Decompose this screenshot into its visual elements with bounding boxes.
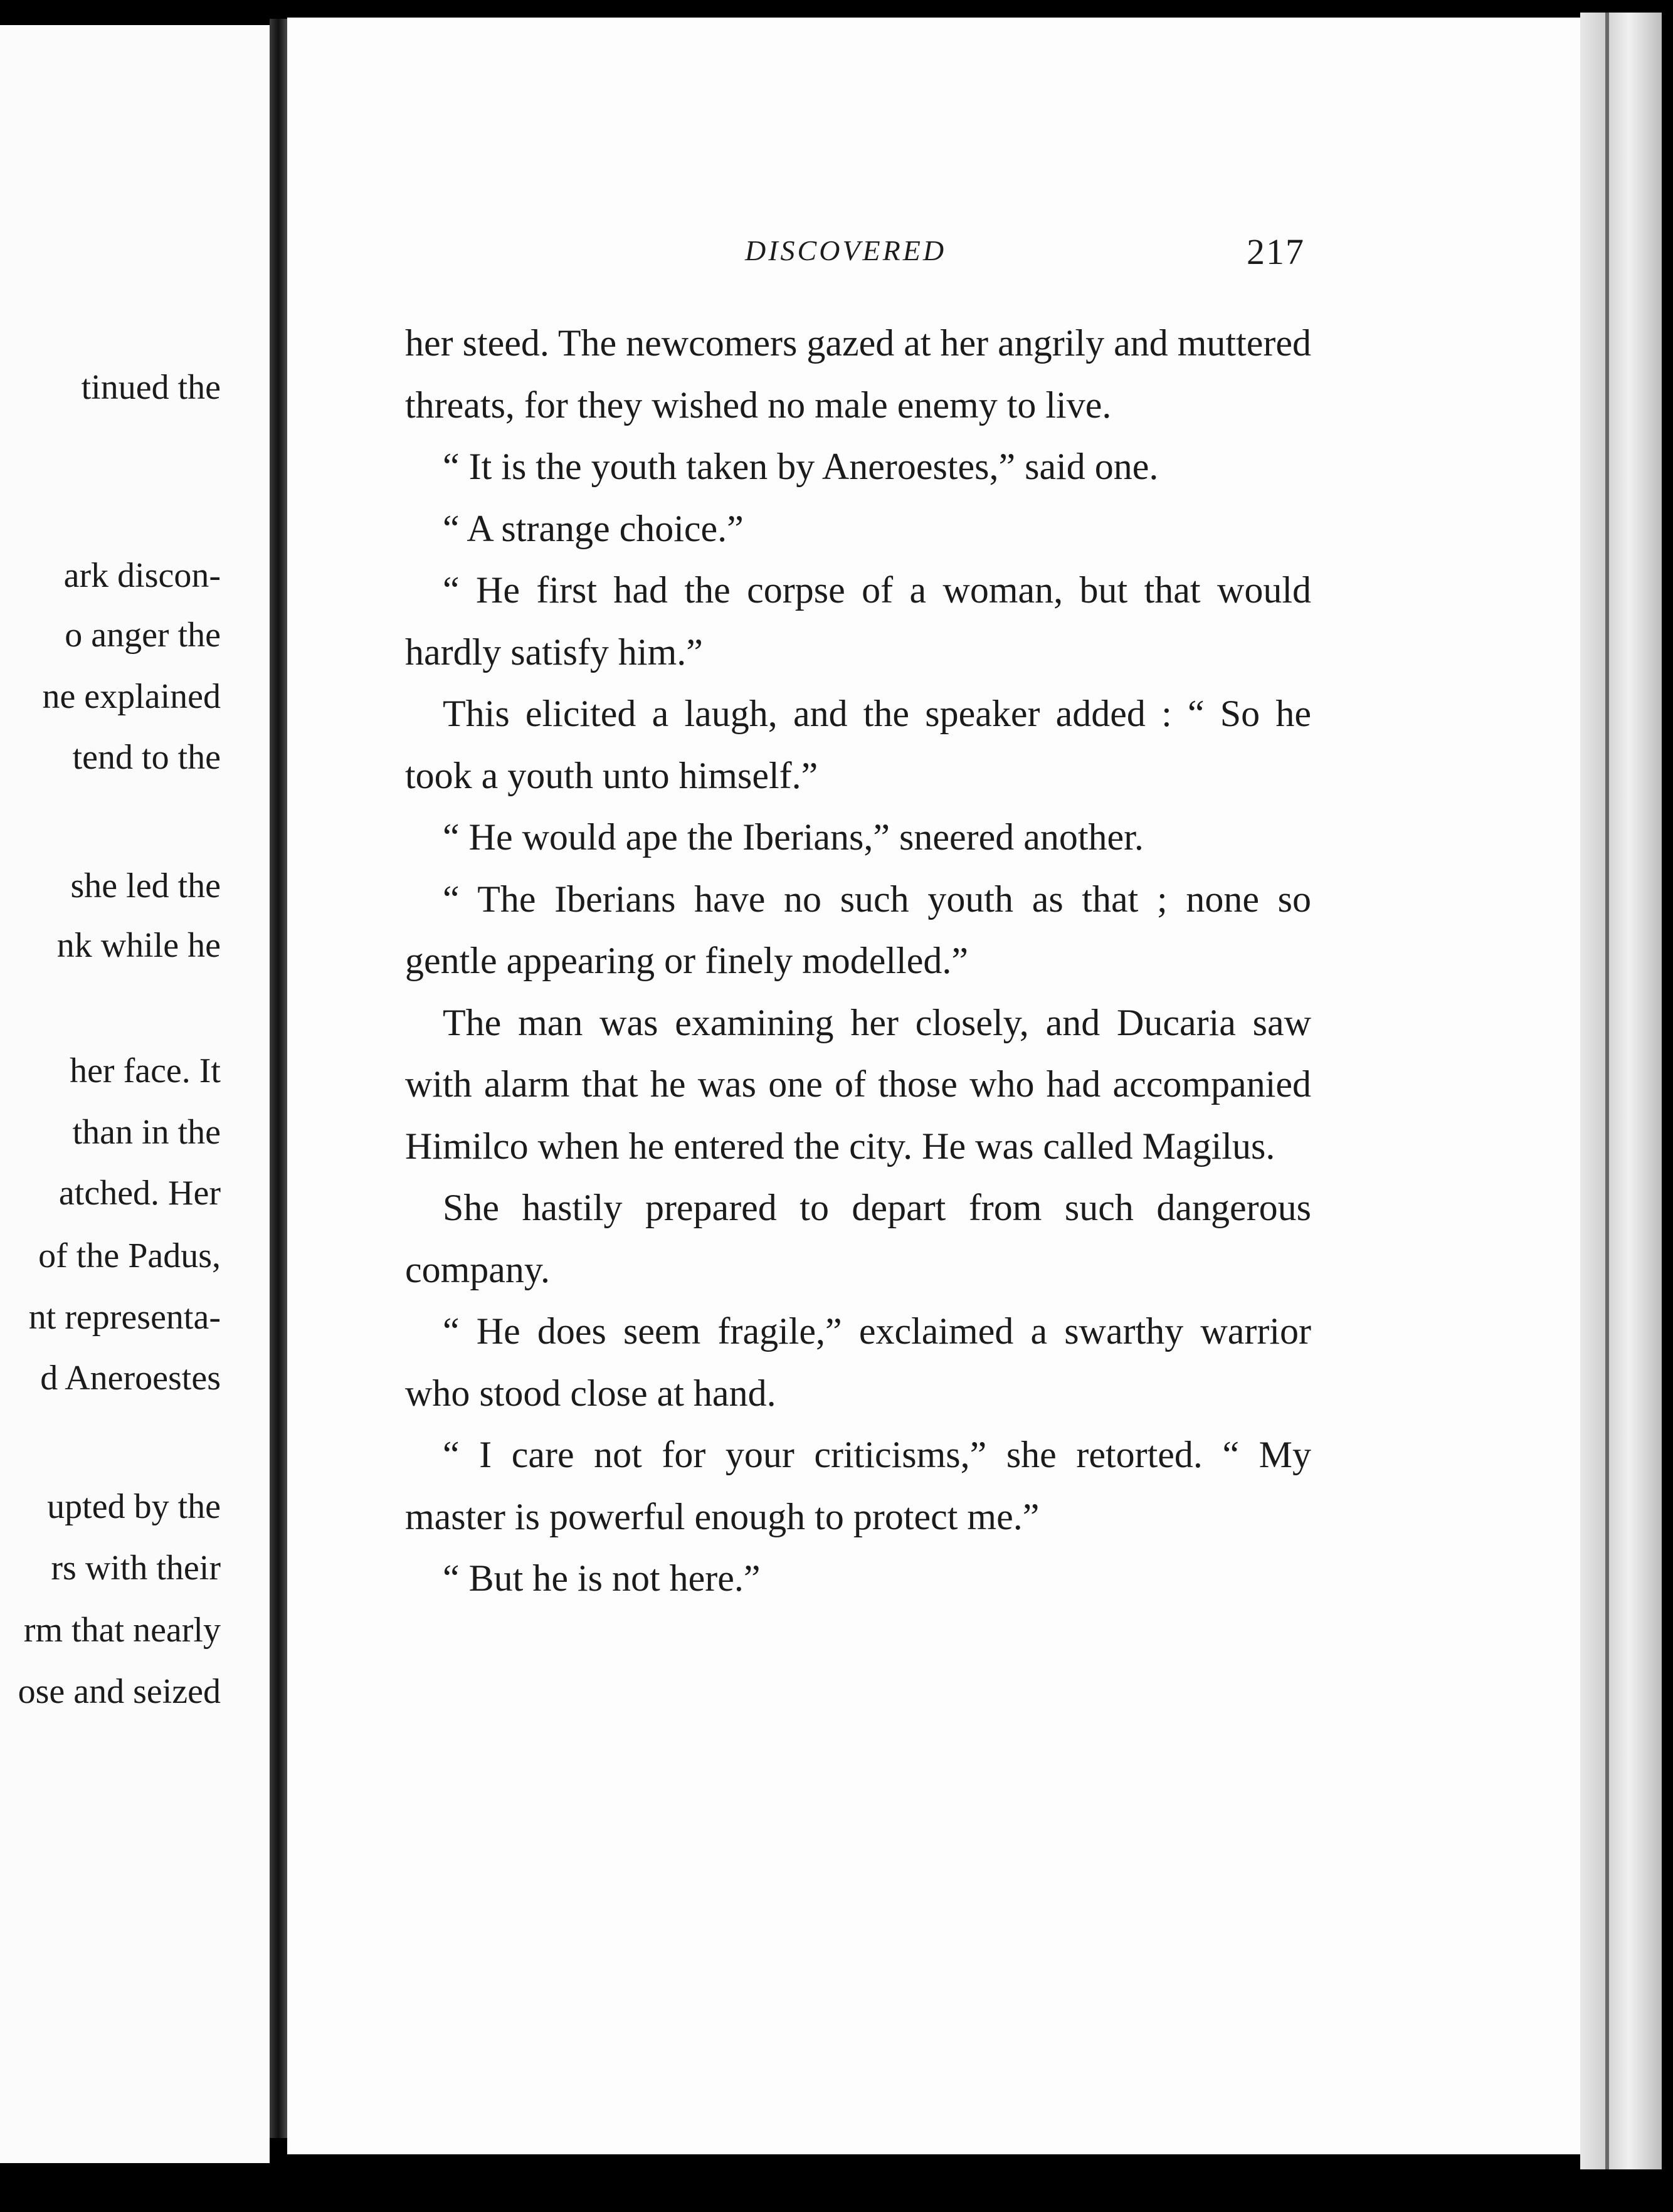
- previous-page-line: of the Padus,: [38, 1236, 221, 1275]
- previous-page-line: upted by the: [47, 1487, 221, 1526]
- paragraph: “ A strange choice.”: [443, 507, 744, 549]
- previous-page-line: tend to the: [72, 738, 221, 777]
- running-title: DISCOVERED: [745, 234, 947, 266]
- previous-page-line: nk while he: [56, 926, 221, 965]
- paragraph: “ But he is not here.”: [443, 1557, 761, 1599]
- previous-page-line: ose and seized: [18, 1672, 221, 1711]
- paragraph: “ I care not for your criticisms,” she retorted. “ My master is powerful enough to protect me.”: [405, 1434, 1311, 1537]
- paragraph: She hastily prepared to depart from such dangerous company.: [405, 1187, 1311, 1290]
- paragraph: “ It is the youth taken by Aneroestes,” said one.: [443, 446, 1159, 487]
- previous-page-line: ne explained: [42, 677, 221, 716]
- paragraph: This elicited a laugh, and the speaker added : “ So he took a youth unto himself.”: [405, 693, 1311, 796]
- previous-page-line: she led the: [70, 866, 221, 905]
- paragraph: “ He does seem fragile,” exclaimed a swarthy warrior who stood close at hand.: [405, 1310, 1311, 1414]
- previous-page-line: d Aneroestes: [40, 1359, 221, 1398]
- previous-page-line: nt representa-: [28, 1298, 221, 1337]
- previous-page-line: o anger the: [65, 616, 221, 655]
- previous-page-line: rs with their: [51, 1549, 221, 1588]
- book-gutter: [270, 19, 287, 2138]
- paragraph: “ The Iberians have no such youth as that ; none so gentle appearing or finely modelled.”: [405, 878, 1311, 981]
- previous-page-line: than in the: [72, 1113, 221, 1152]
- body-text: [405, 312, 1311, 1609]
- page-edge: [1580, 13, 1662, 2169]
- previous-page-line: atched. Her: [58, 1174, 221, 1213]
- page-number: 217: [1247, 231, 1305, 272]
- previous-page: [0, 25, 270, 2163]
- paragraph: The man was examining her closely, and Ducaria saw with alarm that he was one of those who had accompanied Himilco when he entered the city. He was called Magilus.: [405, 1001, 1311, 1167]
- current-page: [287, 18, 1615, 2154]
- previous-page-line: rm that nearly: [23, 1611, 221, 1650]
- paragraph: her steed. The newcomers gazed at her angrily and muttered threats, for they wished no male enemy to live.: [405, 322, 1311, 426]
- paragraph: “ He first had the corpse of a woman, but that would hardly satisfy him.”: [405, 569, 1311, 673]
- paragraph: “ He would ape the Iberians,” sneered another.: [443, 816, 1144, 858]
- previous-page-line: tinued the: [81, 368, 221, 407]
- previous-page-line: ark discon-: [63, 556, 221, 595]
- previous-page-line: her face. It: [70, 1051, 221, 1090]
